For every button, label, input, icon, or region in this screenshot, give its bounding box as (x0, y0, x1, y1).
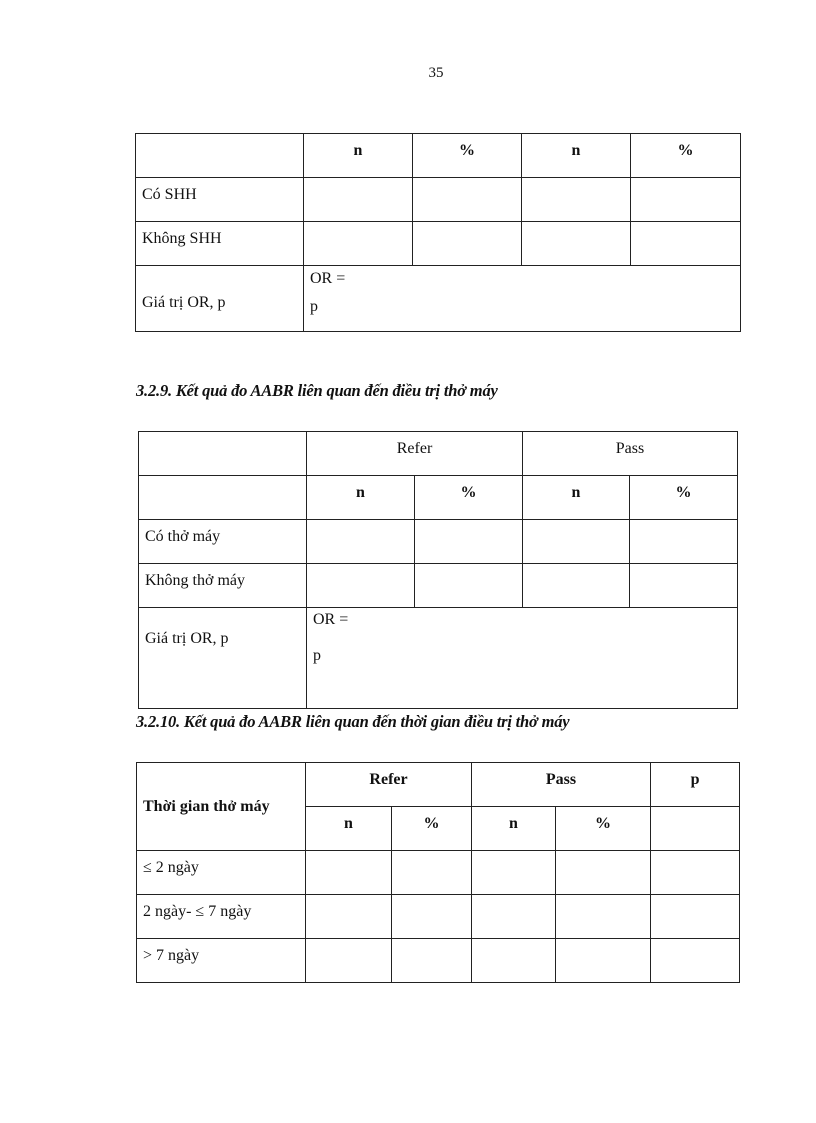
data-cell (472, 851, 556, 895)
data-cell (630, 564, 738, 608)
or-value: OR = (313, 611, 349, 628)
table-summary-row (139, 608, 738, 709)
table-group-header-row (137, 763, 740, 807)
data-cell (523, 520, 630, 564)
data-cell (306, 895, 392, 939)
data-cell (415, 564, 523, 608)
data-cell (304, 222, 413, 266)
table-group-header-row (139, 432, 738, 476)
header-cell-n: n (307, 476, 415, 520)
group-header-pass: Pass (472, 763, 651, 807)
header-cell-percent: % (630, 476, 738, 520)
data-cell (472, 895, 556, 939)
data-cell (556, 851, 651, 895)
table-row (136, 178, 741, 222)
data-cell (392, 851, 472, 895)
data-cell (307, 564, 415, 608)
data-cell (522, 178, 631, 222)
summary-label: Giá trị OR, p (136, 266, 304, 332)
group-header-refer: Refer (306, 763, 472, 807)
data-cell (472, 939, 556, 983)
header-cell-percent: % (415, 476, 523, 520)
table-row (137, 851, 740, 895)
summary-cell (304, 266, 741, 332)
table-row (137, 939, 740, 983)
header-cell (136, 134, 304, 178)
row-label: Có SHH (136, 178, 304, 222)
header-cell (139, 432, 307, 476)
group-header-pass: Pass (523, 432, 738, 476)
section-heading-3-2-9: 3.2.9. Kết quả đo AABR liên quan đến điều trị thở máy (136, 381, 498, 400)
data-cell (307, 520, 415, 564)
row-label: 2 ngày- ≤ 7 ngày (137, 895, 306, 939)
data-cell (306, 851, 392, 895)
data-cell (556, 939, 651, 983)
data-cell (304, 178, 413, 222)
data-cell (522, 222, 631, 266)
table-row (139, 520, 738, 564)
group-header-refer: Refer (307, 432, 523, 476)
header-cell-n: n (522, 134, 631, 178)
header-cell-n: n (304, 134, 413, 178)
data-cell (523, 564, 630, 608)
header-cell-percent: % (631, 134, 741, 178)
page-number: 35 (428, 65, 444, 81)
header-cell-percent: % (392, 807, 472, 851)
table-header-row (139, 476, 738, 520)
header-cell (651, 807, 740, 851)
data-cell (630, 520, 738, 564)
summary-cell (307, 608, 738, 709)
data-cell (392, 939, 472, 983)
row-label: Không thở máy (139, 564, 307, 608)
p-value: p (310, 298, 318, 315)
table-tho-may (138, 431, 738, 709)
data-cell (306, 939, 392, 983)
row-label: Có thở máy (139, 520, 307, 564)
data-cell (556, 895, 651, 939)
header-cell-n: n (523, 476, 630, 520)
header-cell-percent: % (556, 807, 651, 851)
table-summary-row (136, 266, 741, 332)
data-cell (392, 895, 472, 939)
or-value: OR = (310, 270, 346, 287)
section-heading-3-2-10: 3.2.10. Kết quả đo AABR liên quan đến thời gian điều trị thở máy (136, 712, 570, 731)
table-row (137, 895, 740, 939)
group-header-p: p (651, 763, 740, 807)
table-row (139, 564, 738, 608)
data-cell (651, 851, 740, 895)
table-thoi-gian-tho-may (136, 762, 740, 983)
p-value: p (313, 647, 321, 664)
data-cell (651, 939, 740, 983)
summary-label: Giá trị OR, p (139, 608, 307, 709)
data-cell (413, 222, 522, 266)
header-cell-n: n (472, 807, 556, 851)
data-cell (631, 178, 741, 222)
row-header-thoi-gian: Thời gian thở máy (137, 763, 306, 851)
header-cell-percent: % (413, 134, 522, 178)
data-cell (631, 222, 741, 266)
table-shh (135, 133, 741, 332)
header-cell (139, 476, 307, 520)
header-cell-n: n (306, 807, 392, 851)
table-row (136, 222, 741, 266)
data-cell (415, 520, 523, 564)
row-label: ≤ 2 ngày (137, 851, 306, 895)
data-cell (651, 895, 740, 939)
row-label: > 7 ngày (137, 939, 306, 983)
row-label: Không SHH (136, 222, 304, 266)
table-header-row (136, 134, 741, 178)
data-cell (413, 178, 522, 222)
